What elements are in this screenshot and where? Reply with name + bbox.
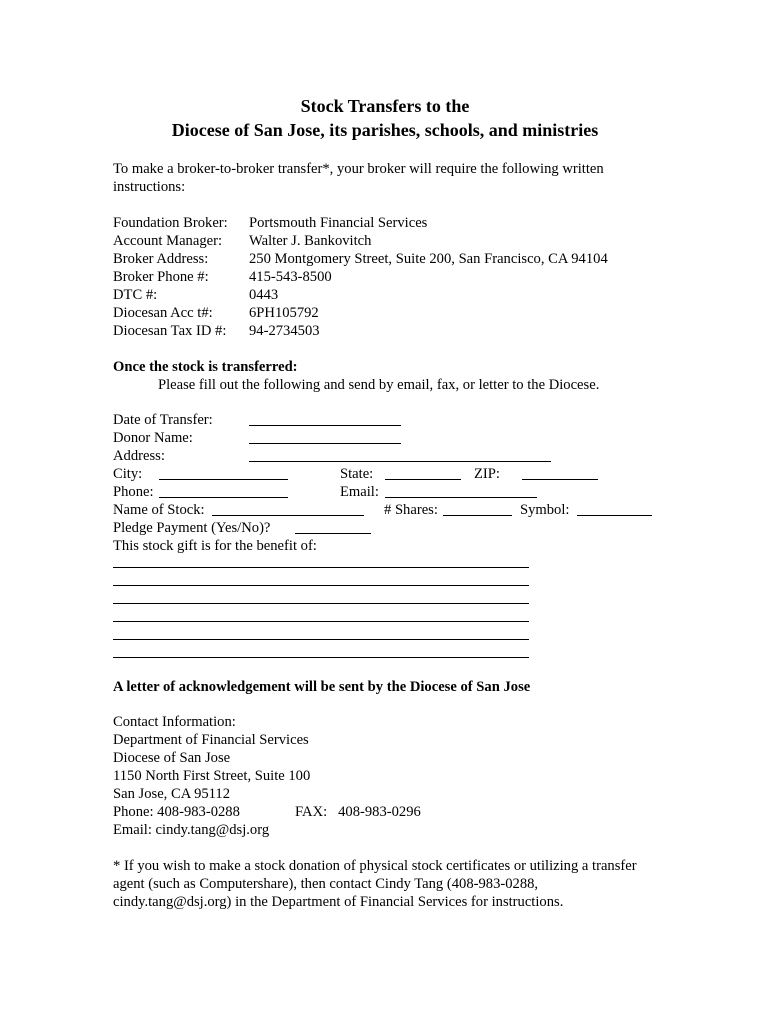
contact-fax: FAX: 408-983-0296 [295, 804, 421, 820]
broker-phone-label: Broker Phone #: [113, 269, 209, 285]
email-field[interactable] [385, 497, 537, 498]
symbol-field[interactable] [577, 515, 652, 516]
benefit-line-4[interactable] [113, 621, 529, 622]
page-subtitle: Diocese of San Jose, its parishes, schools, and ministries [171, 120, 599, 140]
broker-phone-value: 415-543-8500 [249, 269, 332, 285]
broker-address-label: Broker Address: [113, 251, 209, 267]
diocesan-tax-id-label: Diocesan Tax ID #: [113, 323, 227, 339]
broker-value: Portsmouth Financial Services [249, 215, 428, 231]
state-label: State: [340, 466, 374, 482]
city-label: City: [113, 466, 143, 482]
diocesan-account-value: 6PH105792 [249, 305, 319, 321]
pledge-payment-label: Pledge Payment (Yes/No)? [113, 520, 271, 536]
address-field[interactable] [249, 461, 551, 462]
name-of-stock-field[interactable] [212, 515, 364, 516]
benefit-of-label: This stock gift is for the benefit of: [113, 538, 317, 554]
account-manager-label: Account Manager: [113, 233, 223, 249]
broker-address-value: 250 Montgomery Street, Suite 200, San Francisco, CA 94104 [249, 251, 608, 267]
footnote-line-1: * If you wish to make a stock donation of physical stock certificates or utilizing a transfer [113, 858, 637, 874]
intro-line-1: To make a broker-to-broker transfer*, your broker will require the following written [113, 161, 604, 177]
contact-org: Diocese of San Jose [113, 750, 231, 766]
state-field[interactable] [385, 479, 461, 480]
page-title: Stock Transfers to the [300, 96, 470, 116]
email-label: Email: [340, 484, 379, 500]
zip-field[interactable] [522, 479, 598, 480]
diocesan-account-label: Diocesan Acc t#: [113, 305, 213, 321]
acknowledgement-notice: A letter of acknowledgement will be sent by the Diocese of San Jose [113, 679, 531, 695]
shares-label: # Shares: [384, 502, 438, 518]
pledge-payment-field[interactable] [295, 533, 371, 534]
diocesan-tax-id-value: 94-2734503 [249, 323, 320, 339]
city-field[interactable] [159, 479, 288, 480]
contact-street: 1150 North First Street, Suite 100 [113, 768, 311, 784]
date-of-transfer-field[interactable] [249, 425, 401, 426]
benefit-line-6[interactable] [113, 657, 529, 658]
footnote-line-2: agent (such as Computershare), then contact Cindy Tang (408-983-0288, [113, 876, 539, 892]
intro-line-2: instructions: [113, 179, 186, 195]
contact-city-state-zip: San Jose, CA 95112 [113, 786, 231, 802]
account-manager-value: Walter J. Bankovitch [249, 233, 372, 249]
contact-email: Email: cindy.tang@dsj.org [113, 822, 270, 838]
address-label: Address: [113, 448, 165, 464]
contact-department: Department of Financial Services [113, 732, 309, 748]
benefit-line-1[interactable] [113, 567, 529, 568]
benefit-line-3[interactable] [113, 603, 529, 604]
zip-label: ZIP: [474, 466, 500, 482]
once-transferred-instruction: Please fill out the following and send by email, fax, or letter to the Diocese. [158, 377, 600, 393]
donor-name-field[interactable] [249, 443, 401, 444]
phone-label: Phone: [113, 484, 154, 500]
symbol-label: Symbol: [520, 502, 570, 518]
dtc-value: 0443 [249, 287, 279, 303]
shares-field[interactable] [443, 515, 512, 516]
footnote-line-3: cindy.tang@dsj.org) in the Department of Financial Services for instructions. [113, 894, 564, 910]
contact-phone: Phone: 408-983-0288 [113, 804, 240, 820]
date-of-transfer-label: Date of Transfer: [113, 412, 213, 428]
contact-heading: Contact Information: [113, 714, 236, 730]
name-of-stock-label: Name of Stock: [113, 502, 205, 518]
phone-field[interactable] [159, 497, 288, 498]
once-transferred-heading: Once the stock is transferred: [113, 359, 298, 375]
benefit-line-2[interactable] [113, 585, 529, 586]
donor-name-label: Donor Name: [113, 430, 193, 446]
dtc-label: DTC #: [113, 287, 158, 303]
broker-label: Foundation Broker: [113, 215, 228, 231]
benefit-line-5[interactable] [113, 639, 529, 640]
